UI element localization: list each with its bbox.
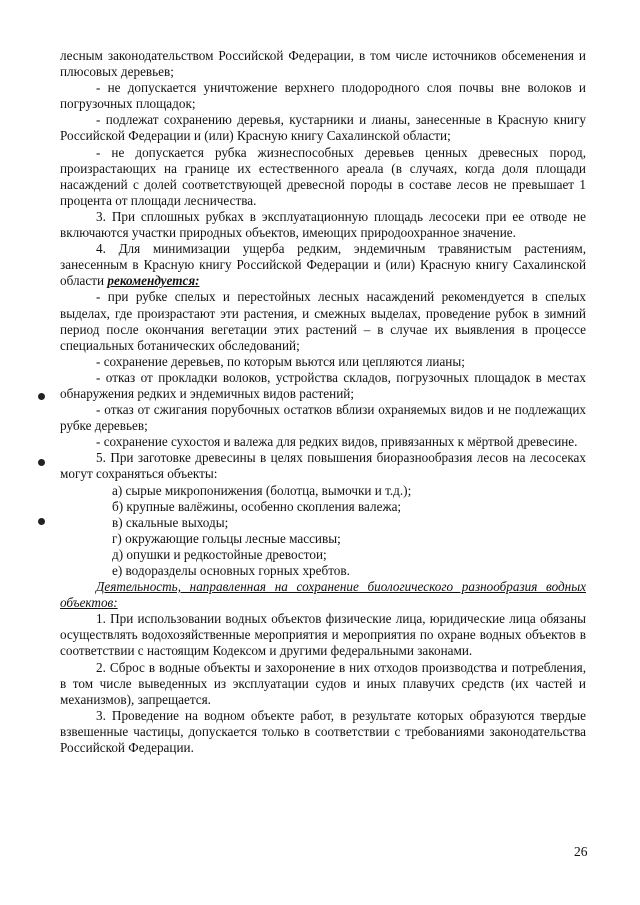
paragraph: 2. Сброс в водные объекты и захоронение в них отходов производства и потребления, в том числе выведенных из эксплуатации судов и иных плавучих средств (их частей и механизмов), запрещается. — [60, 659, 586, 707]
paragraph: 5. При заготовке древесины в целях повышения биоразнообразия лесов на лесосеках могут сохраняться объекты: — [60, 450, 586, 482]
list-item: б) крупные валёжины, особенно скопления валежа; — [112, 498, 402, 514]
paragraph: 1. При использовании водных объектов физические лица, юридические лица обязаны осуществлять водохозяйственные мероприятия и мероприятия по охране водных объектов в соответствии с настоящим Кодексом и другими федеральными законами. — [60, 611, 586, 659]
punch-hole-mark — [38, 518, 45, 525]
section-heading-text: Деятельность, направленная на сохранение биологического разнообразия водных объектов: — [60, 579, 586, 611]
list-item: - при рубке спелых и перестойных лесных насаждений рекомендуется в спелых выделах, где произрастают эти растения, и смежных выделах, проведение рубок в зимний период после окончания вегетации этих растений – в случае их выявления в процессе специальных ботанических обследований; — [60, 289, 586, 353]
list-item: е) водоразделы основных горных хребтов. — [112, 563, 350, 578]
list-item: а) сырые микропонижения (болотца, вымочки и т.д.); — [112, 482, 412, 498]
page-number: 26 — [574, 844, 588, 859]
list-item: - отказ от сжигания порубочных остатков вблизи охраняемых видов и не подлежащих рубке деревьев; — [60, 402, 586, 434]
list-item: - сохранение сухостоя и валежа для редких видов, привязанных к мёртвой древесине. — [96, 434, 578, 450]
paragraph — [60, 241, 586, 289]
punch-hole-mark — [38, 459, 45, 466]
list-item: д) опушки и редкостойные древостои; — [112, 546, 327, 562]
list-item: - не допускается рубка жизнеспособных деревьев ценных древесных пород, произрастающих на границе их естественного ареала (в случаях, когда доля площади насаждений с долей соответствующей древесной породы в составе лесов не превышает 1 процента от площади лесничества. — [60, 144, 586, 208]
paragraph: 3. При сплошных рубках в эксплуатационную площадь лесосеки при ее отводе не включаются участки природных объектов, имеющих природоохранное значение. — [60, 208, 586, 241]
paragraph: 3. Проведение на водном объекте работ, в результате которых образуются твердые взвешенные частицы, допускается только в соответствии с требованиями законодательства Российской Федерации. — [60, 707, 586, 756]
paragraph: лесным законодательством Российской Федерации, в том числе источников обсеменения и плюсовых деревьев; — [60, 48, 586, 80]
list-item: г) окружающие гольцы лесные массивы; — [112, 530, 341, 546]
emphasis-recommended: рекомендуется: — [107, 273, 200, 289]
list-item: - сохранение деревьев, по которым вьются или цепляются лианы; — [96, 353, 465, 369]
list-item: - подлежат сохранению деревья, кустарники и лианы, занесенные в Красную книгу Российской Федерации и (или) Красную книгу Сахалинской области; — [60, 112, 586, 144]
punch-hole-mark — [38, 393, 45, 400]
list-item: - не допускается уничтожение верхнего плодородного слоя почвы вне волоков и погрузочных площадок; — [60, 80, 586, 112]
paragraph-text: 4. Для минимизации ущерба редким, эндемичным травянистым растениям, занесенным в Красную книгу Российской Федерации и (или) Красную книгу Сахалинской области — [60, 241, 586, 289]
section-heading — [60, 579, 586, 611]
list-item: - отказ от прокладки волоков, устройства складов, погрузочных площадок в местах обнаружения редких и эндемичных видов растений; — [60, 369, 586, 401]
body-text — [60, 48, 586, 756]
list-item: в) скальные выходы; — [112, 514, 229, 530]
